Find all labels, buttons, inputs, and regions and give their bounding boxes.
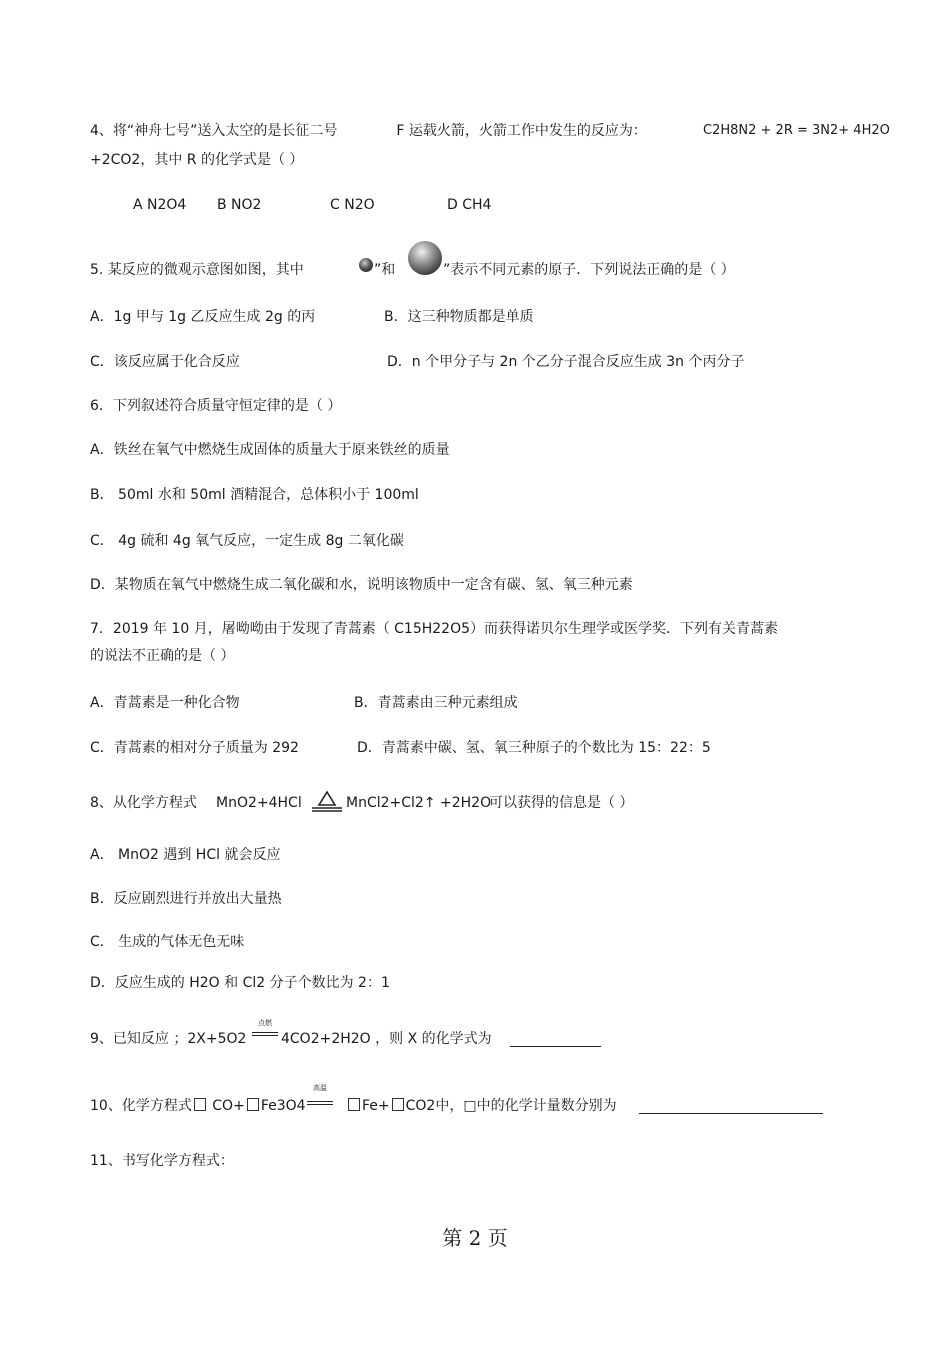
q4-option-c: C N2O xyxy=(330,197,375,213)
q10-fe: Fe+ xyxy=(362,1098,390,1114)
q8-option-d: D．反应生成的 H2O 和 Cl2 分子个数比为 2：1 xyxy=(90,975,390,991)
q8-stem-a: 8、从化学方程式 xyxy=(90,795,197,811)
q5-option-c: C．该反应属于化合反应 xyxy=(90,354,240,370)
q4-line1b-text: F 运载火箭，火箭工作中发生的反应为： xyxy=(396,123,647,139)
q5-stem-a: 5. 某反应的微观示意图如图，其中 xyxy=(90,262,304,278)
small-atom-icon xyxy=(359,258,373,272)
q7-line2: 的说法不正确的是（ ） xyxy=(90,648,235,664)
q6-option-a: A．铁丝在氧气中燃烧生成固体的质量大于原来铁丝的质量 xyxy=(90,442,450,458)
q10-stem-a: 10、化学方程式 xyxy=(90,1098,192,1114)
q9-equals-sign xyxy=(252,1032,278,1036)
coefficient-box[interactable] xyxy=(247,1098,259,1111)
q10-equals-sign xyxy=(307,1101,333,1105)
q6-option-d: D．某物质在氧气中燃烧生成二氧化碳和水，说明该物质中一定含有碳、氢、氧三种元素 xyxy=(90,577,633,593)
q7-option-b: B．青蒿素由三种元素组成 xyxy=(354,695,518,711)
q4-line1 xyxy=(90,122,647,140)
coefficient-box[interactable] xyxy=(348,1098,360,1111)
q4-option-b: B NO2 xyxy=(217,197,262,213)
q5-option-b: B．这三种物质都是单质 xyxy=(384,309,534,325)
q5-stem-b: ”和 xyxy=(374,262,396,278)
q8-option-a: A． MnO2 遇到 HCl 就会反应 xyxy=(90,847,281,863)
large-atom-icon xyxy=(408,241,442,275)
q6-option-c: C． 4g 硫和 4g 氧气反应，一定生成 8g 二氧化碳 xyxy=(90,533,404,549)
q9-stem: 9、已知反应 ；2X+5O2 xyxy=(90,1031,247,1047)
q5-option-d: D．n 个甲分子与 2n 个乙分子混合反应生成 3n 个丙分子 xyxy=(387,354,745,370)
q7-option-c: C．青蒿素的相对分子质量为 292 xyxy=(90,740,299,756)
q4-option-a: A N2O4 xyxy=(133,197,187,213)
q10-answer-blank[interactable] xyxy=(639,1113,823,1114)
q4-option-d: D CH4 xyxy=(447,197,492,213)
coefficient-box[interactable] xyxy=(194,1098,206,1111)
q7-line1: 7．2019 年 10 月，屠呦呦由于发现了青蒿素（ C15H22O5）而获得诺贝尔生理学或医学奖．下列有关青蒿素 xyxy=(90,621,779,637)
q8-option-c: C． 生成的气体无色无味 xyxy=(90,934,245,950)
q7-option-a: A．青蒿素是一种化合物 xyxy=(90,695,240,711)
q6-option-b: B． 50ml 水和 50ml 酒精混合，总体积小于 100ml xyxy=(90,487,419,503)
q8-eq-right: MnCl2+Cl2↑ +2H2O xyxy=(346,795,492,811)
heating-condition-icon xyxy=(309,788,345,814)
q10-line xyxy=(90,1097,306,1115)
q4-line1-text: 4、将“神舟七号”送入太空的是长征二号 xyxy=(90,123,338,139)
q9-answer-blank[interactable] xyxy=(510,1046,601,1047)
q9-equation: 4CO2+2H2O ，则 X 的化学式为 xyxy=(281,1031,492,1047)
q4-equation: C2H8N2 + 2R = 3N2+ 4H2O xyxy=(703,123,890,138)
q6-stem: 6．下列叙述符合质量守恒定律的是（ ） xyxy=(90,398,342,414)
q4-line2: +2CO2，其中 R 的化学式是（ ） xyxy=(90,152,304,168)
q10-products xyxy=(346,1097,617,1115)
q8-eq-left: MnO2+4HCl xyxy=(216,795,302,811)
page-number: 第 2 页 xyxy=(442,1226,508,1250)
q10-condition: 高温 xyxy=(313,1084,327,1092)
q5-option-a: A．1g 甲与 1g 乙反应生成 2g 的丙 xyxy=(90,309,316,325)
q10-stem-b: 中，□中的化学计量数分别为 xyxy=(435,1098,617,1114)
q5-stem-c: ”表示不同元素的原子．下列说法正确的是（ ） xyxy=(443,262,735,278)
q10-co: CO+ xyxy=(212,1098,245,1114)
coefficient-box[interactable] xyxy=(392,1098,404,1111)
q7-option-d: D．青蒿素中碳、氢、氧三种原子的个数比为 15：22：5 xyxy=(357,740,711,756)
q9-condition: 点燃 xyxy=(258,1019,272,1027)
q8-option-b: B．反应剧烈进行并放出大量热 xyxy=(90,891,282,907)
q10-fe3o4: Fe3O4 xyxy=(260,1098,306,1114)
q11-stem: 11、书写化学方程式： xyxy=(90,1153,234,1169)
q10-co2: CO2 xyxy=(405,1098,436,1114)
q8-stem-b: 可以获得的信息是（ ） xyxy=(489,795,634,811)
